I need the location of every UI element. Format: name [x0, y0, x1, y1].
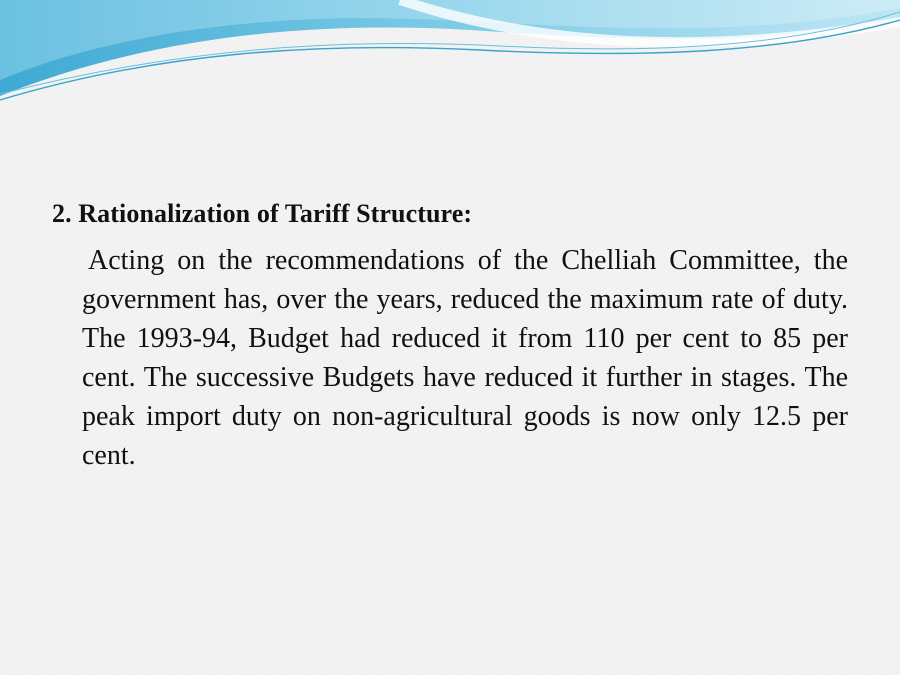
slide-heading: 2. Rationalization of Tariff Structure: [52, 199, 473, 228]
header-wave-decoration [0, 0, 900, 110]
slide-content [52, 195, 848, 475]
slide-paragraph: Acting on the recommendations of the Chelliah Committee, the government has, over the years, reduced the maximum rate of duty. The 1993-94, Budget had reduced it from 110 per cent to 85 per cent. The successive Budgets have reduced it further in stages. The peak import duty on non-agricultural goods is now only 12.5 per cent. [82, 245, 848, 471]
